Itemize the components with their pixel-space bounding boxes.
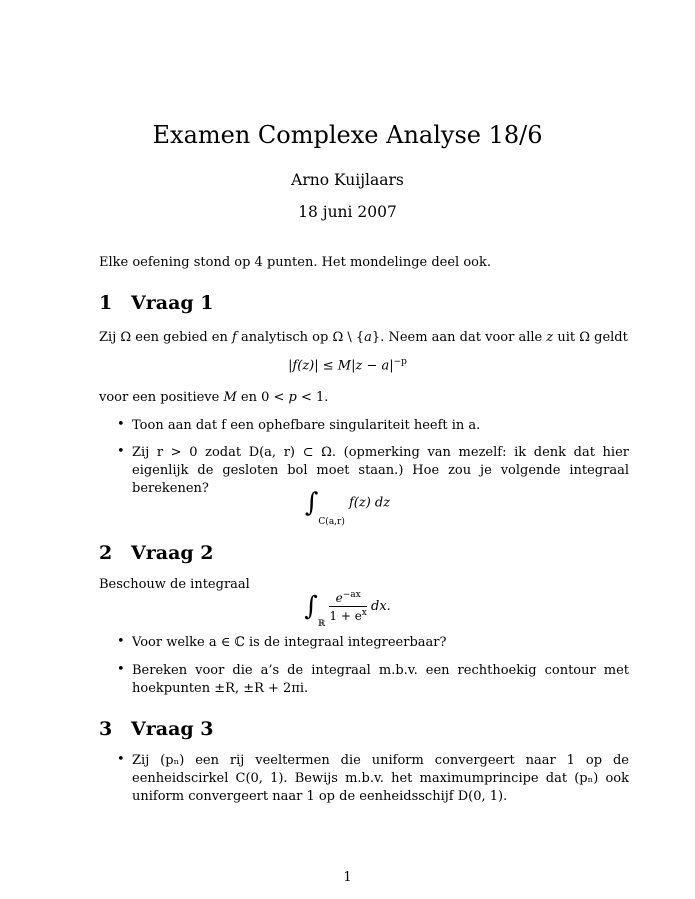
section-3-number: 3 (99, 718, 113, 740)
section-1-title: Vraag 1 (131, 292, 214, 314)
bullet-marker: • (117, 417, 125, 432)
section-1-condition: voor een positieve M en 0 < p < 1. (99, 390, 329, 405)
section-1-bullet-1: Toon aan dat f een ophefbare singulariteit heeft in a. (132, 418, 481, 433)
author: Arno Kuijlaars (291, 171, 404, 189)
section-2-intro: Beschouw de integraal (99, 577, 250, 592)
contour-integral: $\int_{C(a,r)}$ f(z) dz (304, 488, 391, 528)
section-1-number: 1 (99, 292, 113, 314)
section-2-heading (99, 542, 214, 564)
bullet-marker: • (117, 444, 125, 459)
integral-sign: ∫ (304, 488, 319, 518)
section-3-bullet-1: Zij (pₙ) een rij veeltermen die uniform convergeert naar 1 op de eenheidscirkel C(0, 1). Bewijs m.b.v. het maximumprincipe dat (pₙ) ook uniform convergeert naar 1 op de eenheidsschijf D(0, 1). (132, 753, 629, 804)
integrand-fraction: $\frac{e^{-ax}}{1 + e^x}$ (329, 590, 367, 623)
section-1-heading (99, 292, 214, 314)
section-1-statement: Zij Ω een gebied en f analytisch op Ω \ {a}. Neem aan dat voor alle z uit Ω geldt (99, 330, 628, 345)
document-title: Examen Complexe Analyse 18/6 (152, 121, 543, 149)
section-2-title: Vraag 2 (131, 542, 214, 564)
bullet-marker: • (117, 752, 125, 767)
real-integral: $\int_ℝ$ $\frac{e^{-ax}}{1 + e^x}$ dx. (304, 590, 391, 629)
section-3-heading (99, 718, 214, 740)
page-number: 1 (343, 870, 352, 885)
bullet-marker: • (117, 634, 125, 649)
date: 18 juni 2007 (298, 203, 397, 221)
intro-paragraph: Elke oefening stond op 4 punten. Het mondelinge deel ook. (99, 255, 492, 270)
section-2-bullet-2: Bereken voor die a’s de integraal m.b.v. een rechthoekig contour met hoekpunten ±R, ±R + 2πi. (132, 663, 629, 696)
section-2-bullet-1: Voor welke a ∈ ℂ is de integraal integreerbaar? (132, 635, 447, 650)
integral-sign: ∫ (304, 591, 318, 622)
inequality: $|f(z)| \le M|z - a|^{-p}$ (288, 357, 407, 374)
section-1-bullet-2: Zij r > 0 zodat D(a, r) ⊂ Ω. (opmerking van mezelf: ik denk dat hier eigenlijk de gesloten bol moet staan.) Hoe zou je volgende integraal berekenen? (132, 445, 629, 496)
bullet-marker: • (117, 662, 125, 677)
section-2-number: 2 (99, 542, 113, 564)
section-3-title: Vraag 3 (131, 718, 214, 740)
